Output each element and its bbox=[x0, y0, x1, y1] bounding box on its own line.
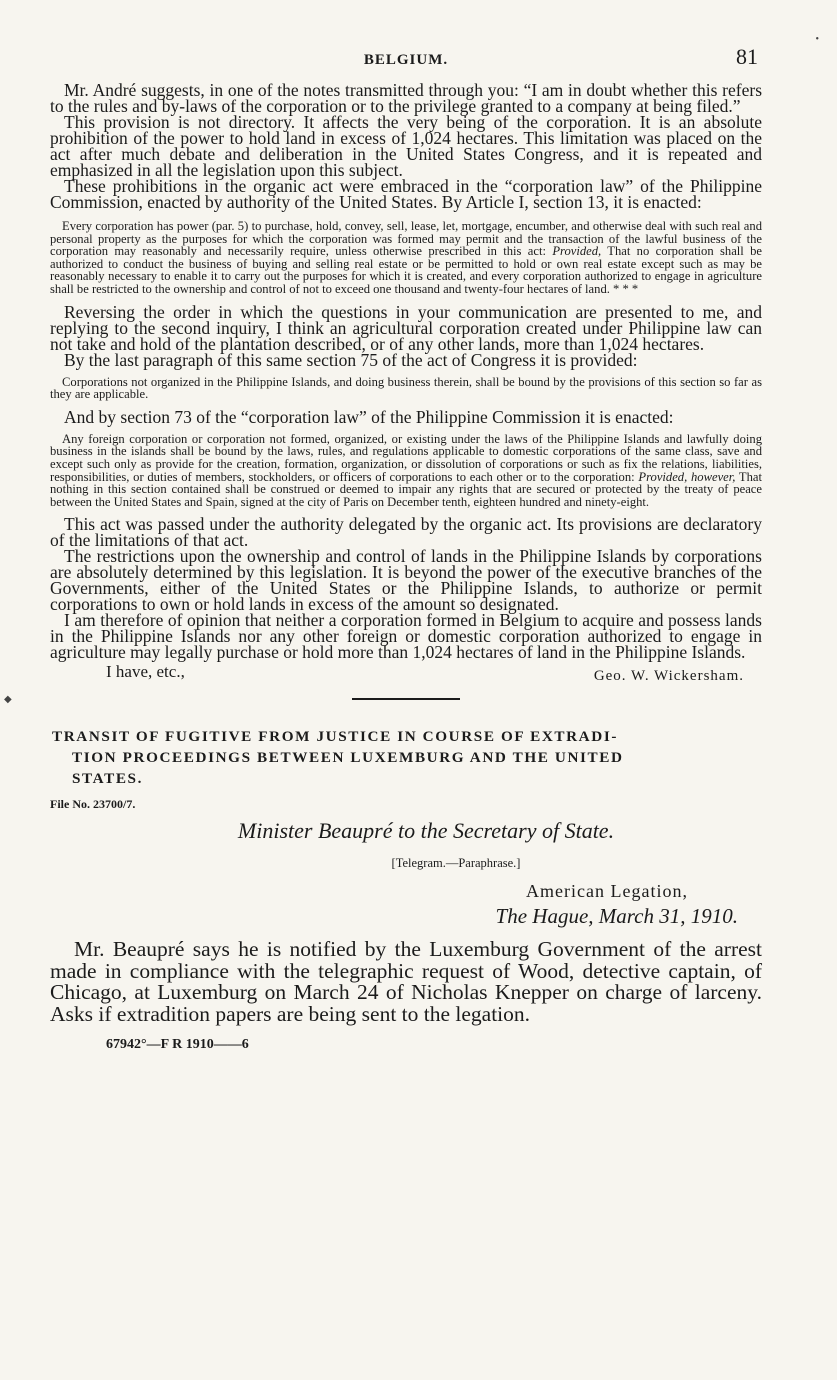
section-title-line-2: TION PROCEEDINGS BETWEEN LUXEMBURG AND THE UNITED bbox=[72, 749, 624, 767]
paragraph-opinion: I am therefore of opinion that neither a corporation formed in Belgium to acquire and possess lands in the Philippine Islands nor any other foreign or domestic corporation authorized to engage in agriculture may legally purchase or hold more than 1,024 hectares of land in the Philippine Islands. bbox=[50, 610, 762, 663]
telegram-body: Mr. Beaupré says he is notified by the Luxemburg Government of the arrest made in compliance with the telegraphic request of Wood, detective captain, of Chicago, at Luxemburg on March 24 of Nicholas Knepper on charge of larceny. Asks if extradition papers are being sent to the legation. bbox=[50, 937, 762, 1026]
paragraph-not-directory: This provision is not directory. It affects the very being of the corporation. It is an absolute prohibition of the power to hold land in excess of 1,024 hectares. This limitation was placed on the act after much debate and deliberation in the United States Congress, and it is repeated and emphasized in all the legislation upon this subject. bbox=[50, 112, 762, 180]
footer-print-code: 67942°—F R 1910——6 bbox=[106, 1037, 249, 1053]
paragraph-andre-note: Mr. André suggests, in one of the notes transmitted through you: “I am in doubt whether this refers to the rules and by-laws of the corporation or to the privilege granted to a company at being filed.” bbox=[50, 80, 762, 116]
dateline: The Hague, March 31, 1910. bbox=[495, 904, 738, 929]
paragraph-restrictions: The restrictions upon the ownership and control of lands in the Philippine Islands by corporations are absolutely determined by this legislation. It is beyond the power of the executive branches of the Governments, either of the United States or the Philippine Islands, to authorize or permit corporations to own or hold lands in excess of the amount so designated. bbox=[50, 546, 762, 615]
quote-section-13: Every corporation has power (par. 5) to purchase, hold, convey, sell, lease, let, mortgage, encumber, and otherwise deal with such real and personal property as the purposes for which the corporation was formed may permit and the transaction of the lawful business of the corporation may reasonably and necessarily require, unless otherwise prescribed in this act: Provided, That no corporation shall be authorized to conduct the business of buying and selling real estate or be permitted to hold or own real estate except such as may be reasonably necessary to enable it to carry out the purposes for which it is created, and every corporation authorized to engage in agriculture shall be restricted to the ownership and control of not to exceed one thousand and twenty-four hectares of land. * * * bbox=[50, 219, 762, 296]
paragraph-prohibitions: These prohibitions in the organic act were embraced in the “corporation law” of the Philippine Commission, enacted by authority of the United States. By Article I, section 13, it is enacted: bbox=[50, 176, 762, 212]
page-number: 81 bbox=[736, 44, 758, 69]
telegram-note: [Telegram.—Paraphrase.] bbox=[391, 856, 521, 871]
paragraph-reversing-order: Reversing the order in which the questions in your communication are presented to me, and replying to the second inquiry, I think an agricultural corporation created under Philippine law can not take and hold of the plantation described, or of any other lands, more than 1,024 hectares. bbox=[50, 301, 762, 354]
margin-mark-icon: ◆ bbox=[4, 694, 12, 705]
section-title bbox=[50, 726, 762, 789]
paragraph-section-75: By the last paragraph of this same section 75 of the act of Congress it is provided: bbox=[64, 349, 638, 370]
corner-dot-icon: • bbox=[815, 34, 819, 45]
legation-heading: American Legation, bbox=[526, 881, 688, 902]
page-header bbox=[50, 44, 762, 72]
file-number: File No. 23700/7. bbox=[50, 797, 136, 812]
signature: Geo. W. Wickersham. bbox=[593, 668, 744, 685]
quote-section-75: Corporations not organized in the Philippine Islands, and doing business therein, shall be bound by the provisions of this section so far as they are applicable. bbox=[50, 374, 762, 402]
quote-section-73: Any foreign corporation or corporation not formed, organized, or existing under the laws of the Philippine Islands and lawfully doing business in the islands shall be bound by the laws, rules, and regulations applicable to domestic corporations of the same class, save and except such only as provide for the creation, formation, organization, or dissolution of corporations or such as fix the relations, liabilities, responsibilities, or duties of members, stockholders, or officers of corporations to each other or to the corporation: Provided, however, That nothing in this section contained shall be construed or deemed to impair any rights that are secured or protected by the treaty of peace between the United States and Spain, signed at the city of Paris on December tenth, eighteen hundred and ninety-eight. bbox=[50, 431, 763, 509]
document-title: Minister Beaupré to the Secretary of State. bbox=[237, 818, 615, 844]
section-title-line-1: TRANSIT OF FUGITIVE FROM JUSTICE IN COURSE OF EXTRADI- bbox=[52, 728, 618, 746]
document-page bbox=[50, 44, 762, 1053]
paragraph-section-73: And by section 73 of the “corporation law” of the Philippine Commission it is enacted: bbox=[64, 406, 674, 427]
running-head: BELGIUM. bbox=[363, 52, 449, 68]
section-divider bbox=[352, 698, 460, 700]
closing-row bbox=[50, 662, 762, 684]
paragraph-authority: This act was passed under the authority delegated by the organic act. Its provisions are declaratory of the limitations of that act. bbox=[50, 514, 762, 551]
section-title-line-3: STATES. bbox=[72, 770, 143, 788]
closing-phrase: I have, etc., bbox=[106, 662, 185, 682]
